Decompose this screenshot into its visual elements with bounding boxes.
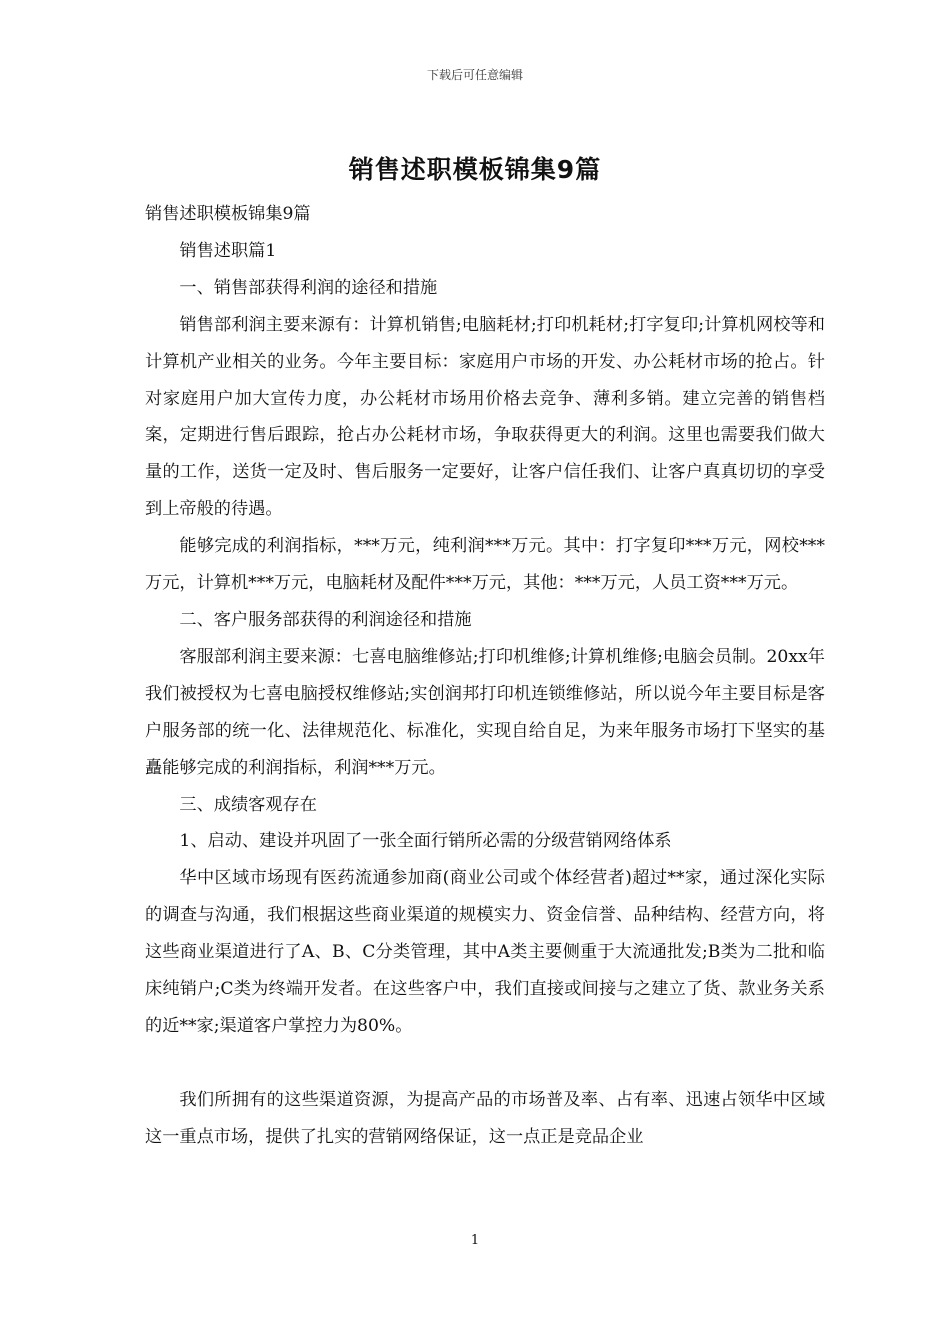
list-item: 1、启动、建设并巩固了一张全面行销所必需的分级营销网络体系 [179, 831, 672, 852]
paragraph: 销售部利润主要来源有：计算机销售;电脑耗材;打印机耗材;打字复印;计算机网校等和计算机产业相关的业务。今年主要目标：家庭用户市场的开发、办公耗材市场的抢占。针对家庭用户加大宣传力度，办公耗材市场用价格去竞争、薄利多销。建立完善的销售档案，定期进行售后跟踪，抢占办公耗材市场，争取获得更大的利润。这里也需要我们做大量的工作，送货一定及时、售后服务一定要好，让客户信任我们、让客户真真切切的享受到上帝般的待遇。 [145, 314, 825, 520]
paragraph: 华中区域市场现有医药流通参加商(商业公司或个体经营者)超过**家，通过深化实际的调查与沟通，我们根据这些商业渠道的规模实力、资金信誉、品种结构、经营方向，将这些商业渠道进行了A、B、C分类管理，其中A类主要侧重于大流通批发;B类为二批和临床纯销户;C类为终端开发者。在这些客户中，我们直接或间接与之建立了货、款业务关系的近**家;渠道客户掌控力为80%。 [145, 868, 825, 1036]
paragraph-gap [145, 1045, 825, 1082]
paragraph: 客服部利润主要来源：七喜电脑维修站;打印机维修;计算机维修;电脑会员制。20xx年我们被授权为七喜电脑授权维修站;实创润邦打印机连锁维修站，所以说今年主要目标是客户服务部的统一化、法律规范化、标准化，实现自给自足，为来年服务市场打下坚实的基矗能够完成的利润指标，利润***万元。 [145, 646, 825, 778]
subtitle: 销售述职模板锦集9篇 [145, 204, 311, 224]
page-number: 1 [470, 1233, 480, 1248]
heading-1: 一、销售部获得利润的途径和措施 [179, 277, 438, 298]
heading-2: 二、客户服务部获得的利润途径和措施 [179, 609, 472, 630]
paragraph: 能够完成的利润指标，***万元，纯利润***万元。其中：打字复印***万元，网校***万元，计算机***万元，电脑耗材及配件***万元，其他：***万元，人员工资***万元。 [145, 536, 825, 594]
section-title: 销售述职篇1 [179, 240, 277, 261]
paragraph: 我们所拥有的这些渠道资源，为提高产品的市场普及率、占有率、迅速占领华中区域这一重点市场，提供了扎实的营销网络保证，这一点正是竞品企业 [145, 1089, 825, 1147]
header-note: 下载后可任意编辑 [426, 68, 523, 82]
document-body [145, 196, 825, 1156]
document-title: 销售述职模板锦集9篇 [348, 155, 602, 184]
heading-3: 三、成绩客观存在 [179, 794, 317, 815]
